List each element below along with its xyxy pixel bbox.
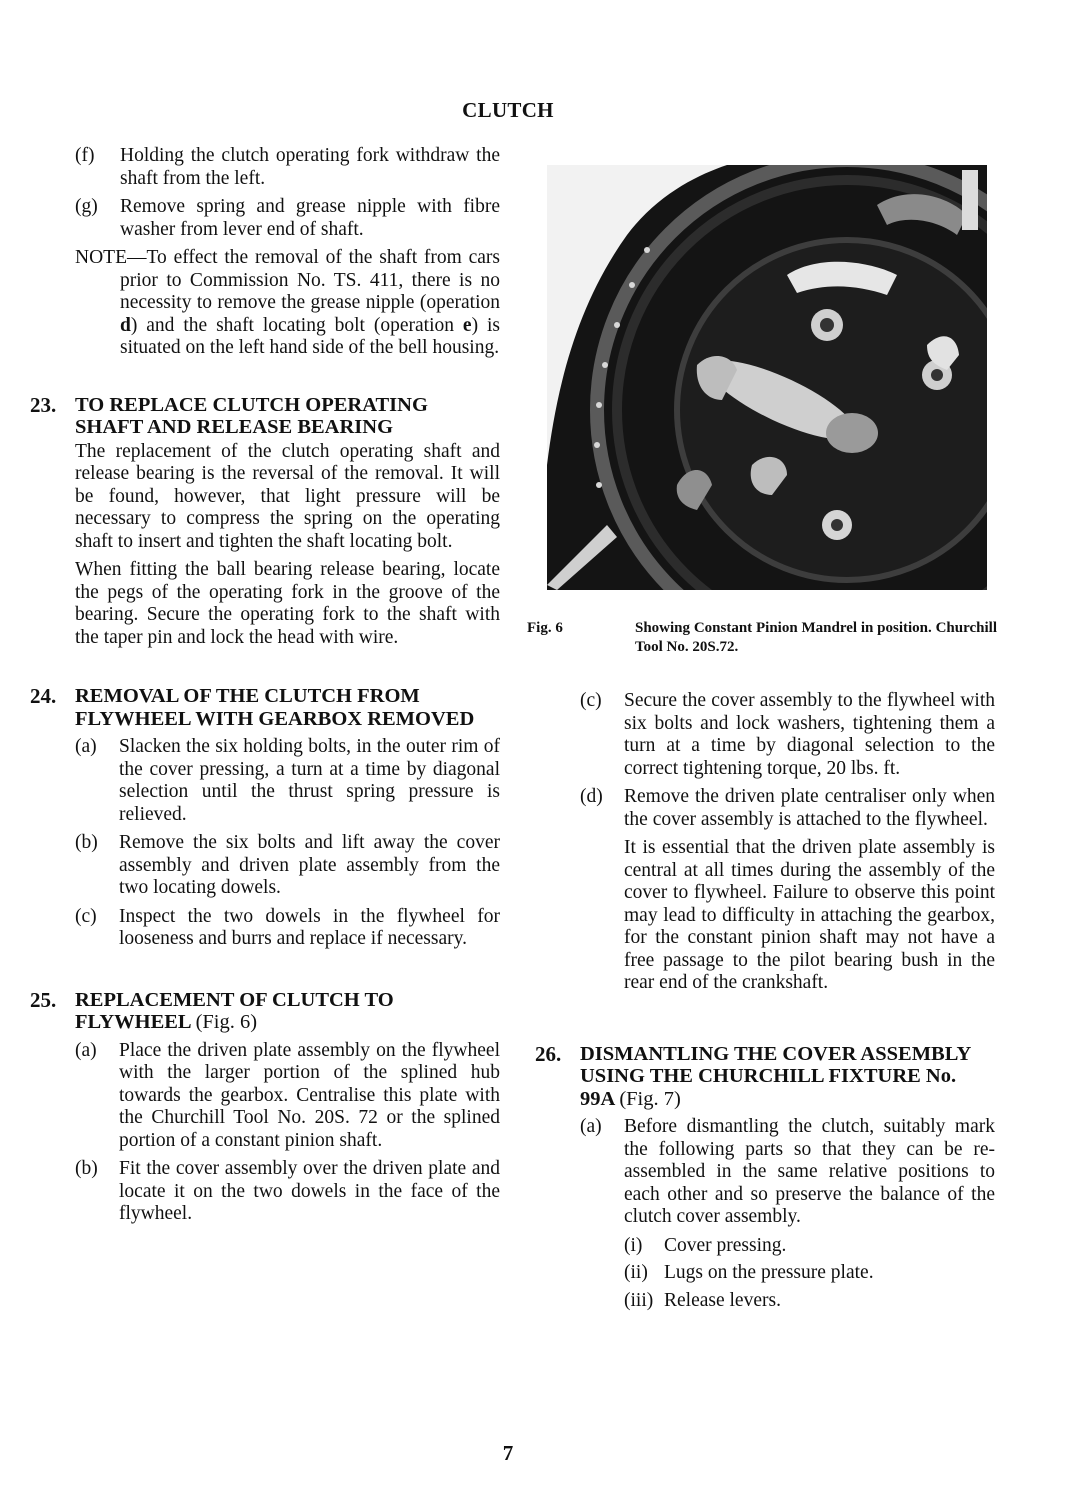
step-label: (c) (580, 690, 602, 711)
step-label: (b) (75, 1158, 98, 1179)
section-heading (75, 989, 500, 1034)
section-23 (30, 394, 500, 650)
page-title: CLUTCH (462, 98, 554, 122)
list-item-text: Release levers. (664, 1289, 781, 1311)
step-text: Remove spring and grease nipple with fibre washer from lever end of shaft. (120, 196, 500, 240)
section-number: 25. (30, 987, 57, 1012)
step-text: Secure the cover assembly to the flywheel with six bolts and lock washers, tightening them a turn at a time by diagonal selection to the correct tightening torque, 20 lbs. ft. (624, 690, 995, 779)
step-text: Remove the driven plate centraliser only when the cover assembly is attached to the flywheel. (624, 786, 995, 830)
section-number: 26. (535, 1041, 562, 1066)
heading-text: DISMANTLING THE COVER ASSEMBLY USING THE CHURCHILL FIXTURE No. 99A (580, 1042, 971, 1110)
step-label: (g) (75, 196, 98, 217)
roman-label: (iii) (624, 1289, 654, 1311)
flywheel-illustration (547, 165, 987, 590)
step-text: Remove the six bolts and lift away the cover assembly and driven plate assembly from the two locating dowels. (119, 832, 500, 898)
list-item-text: Lugs on the pressure plate. (664, 1262, 874, 1283)
op-ref-e: e (462, 314, 472, 336)
section-heading (580, 1043, 995, 1111)
note-text: NOTE—To effect the removal of the shaft from cars prior to Commission No. TS. 411, there is no necessity to remove the grease nipple (operation (75, 247, 500, 313)
step-c (75, 906, 500, 951)
caption-text: Showing Constant Pinion Mandrel in position. Churchill Tool No. 20S.72. (635, 620, 997, 655)
step-label: (a) (75, 736, 97, 757)
step-b (75, 1158, 500, 1226)
step-label: (f) (75, 145, 95, 166)
figure-reference: (Fig. 6) (195, 1011, 258, 1033)
step-text: Slacken the six holding bolts, in the outer rim of the cover pressing, a turn at a time by diagonal selection until the thrust spring pressure is relieved. (119, 736, 500, 825)
heading-text: REPLACEMENT OF CLUTCH TO FLYWHEEL (75, 988, 394, 1033)
note-text: ) and the shaft locating bolt (operation (130, 314, 463, 336)
step-text: Place the driven plate assembly on the flywheel with the larger portion of the splined hub towards the gearbox. Centralise this plate with the Churchill Tool No. 20S. 72 or the splined portion of a constant pinion shaft. (119, 1039, 500, 1151)
step-text: Fit the cover assembly over the driven plate and locate it on the two dowels in the face of the flywheel. (119, 1158, 500, 1224)
section-heading: TO REPLACE CLUTCH OPERATING SHAFT AND RELEASE BEARING (75, 393, 428, 438)
list-item (624, 1235, 995, 1258)
step-label: (b) (75, 832, 98, 853)
step-label: (a) (580, 1116, 602, 1137)
op-ref-d: d (120, 314, 131, 336)
step-label: (d) (580, 786, 603, 807)
note-text: ) is situated on the left hand side of the bell housing. (120, 314, 500, 358)
section-25 (30, 989, 500, 1226)
step-label: (c) (75, 905, 97, 927)
step-g (30, 196, 500, 241)
step-text: Inspect the two dowels in the flywheel for looseness and burrs and replace if necessary. (119, 905, 500, 949)
step-f (30, 145, 500, 190)
figure-number: Fig. 6 (527, 620, 563, 636)
section-number: 23. (30, 392, 57, 417)
section-number: 24. (30, 684, 57, 708)
step-d (580, 786, 995, 831)
section-24 (30, 685, 500, 951)
list-item (624, 1262, 995, 1285)
roman-label: (i) (624, 1234, 643, 1256)
step-a (75, 736, 500, 826)
list-item (624, 1290, 995, 1313)
step-text: Before dismantling the clutch, suitably mark the following parts so that they can be re-assembled in the same relative positions to each other and so preserve the balance of the clutch cover assembly. (624, 1116, 995, 1227)
step-label: (a) (75, 1039, 97, 1061)
step-c (580, 690, 995, 780)
figure-reference: (Fig. 7) (619, 1087, 681, 1110)
section-26 (535, 1043, 995, 1313)
list-item-text: Cover pressing. (664, 1234, 787, 1256)
figure-caption (527, 619, 997, 657)
step-b (75, 832, 500, 900)
right-column (535, 690, 995, 1317)
step-a (580, 1116, 995, 1229)
note-paragraph (30, 247, 500, 360)
roman-label: (ii) (624, 1262, 648, 1283)
step-text: Holding the clutch operating fork withdraw the shaft from the left. (120, 145, 500, 189)
step-a (75, 1040, 500, 1153)
section-heading: REMOVAL OF THE CLUTCH FROM FLYWHEEL WITH GEARBOX REMOVED (75, 685, 475, 730)
page-number: 7 (502, 1441, 514, 1465)
paragraph: When fitting the ball bearing release bearing, locate the pegs of the operating fork in the groove of the bearing. Secure the operating fork to the shaft with the taper pin and lock the head with wire. (75, 559, 500, 648)
paragraph: It is essential that the driven plate assembly is central at all times during the assembly of the cover to flywheel. Failure to observe this point may lead to difficulty in attaching the gearbox, for the constant pinion shaft may not have a free passage to the pilot bearing bush in the rear end of the crankshaft. (624, 837, 995, 993)
paragraph: The replacement of the clutch operating shaft and release bearing is the reversal of the removal. It will be found, however, that light pressure will be necessary to compress the spring on the operating shaft to insert and tighten the shaft locating bolt. (75, 440, 500, 552)
left-column (30, 145, 500, 1232)
clutch-photograph (547, 165, 987, 590)
